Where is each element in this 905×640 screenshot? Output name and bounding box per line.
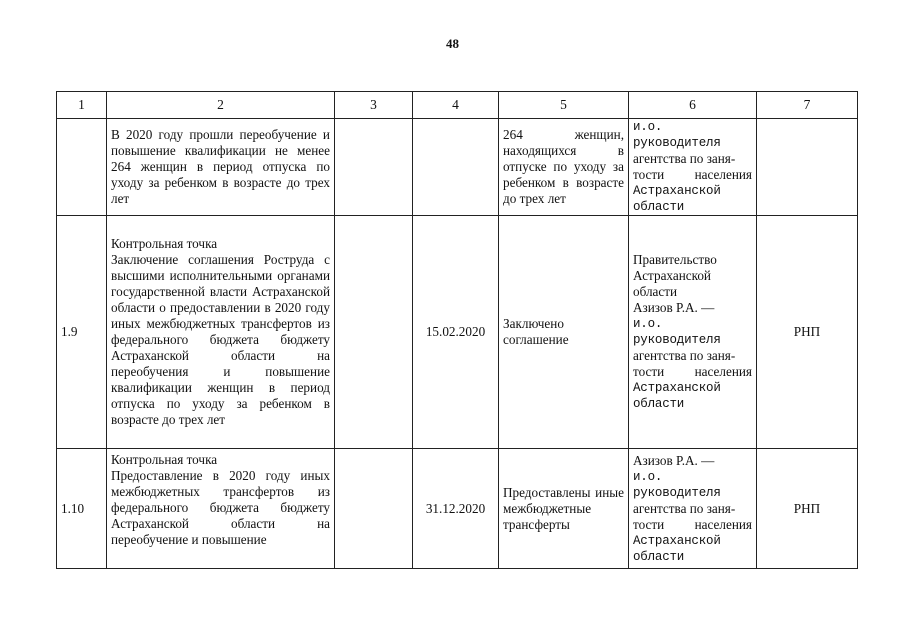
row-number: 1.10	[57, 449, 107, 569]
responsible-line: Азизов Р.А. —	[633, 452, 715, 468]
header-cell: 7	[757, 92, 858, 119]
control-point-label: Контрольная точка	[111, 452, 218, 467]
cell-empty	[335, 449, 413, 569]
header-cell: 5	[499, 92, 629, 119]
mark-cell: РНП	[757, 216, 858, 449]
responsible-line: и.о. руководителя	[633, 469, 721, 500]
responsible-line: Астраханской	[633, 533, 721, 548]
mark-cell: РНП	[757, 449, 858, 569]
event-description: В 2020 году прошли переобучение и повышение квалификации не менее 264 женщин в период отпуска по уходу за ребенком в возрасте до трех лет	[107, 119, 335, 216]
expected-result: 264 женщин, находящихся в отпуске по уходу за ребенком в возрасте до трех лет	[499, 119, 629, 216]
responsible-line: Астраханской	[633, 184, 721, 198]
row-number: 1.9	[57, 216, 107, 449]
table-row	[57, 216, 858, 449]
responsible-person	[629, 449, 757, 569]
expected-result: Предоставлены иные межбюджетные трансферты	[499, 449, 629, 569]
deadline-date: 31.12.2020	[413, 449, 499, 569]
table-row	[57, 119, 858, 216]
responsible-line: и.о. руководителя	[633, 317, 721, 347]
header-cell: 3	[335, 92, 413, 119]
responsible-line: агентства по заня-	[633, 151, 736, 166]
responsible-line: Астраханской	[633, 381, 721, 395]
control-point-text: Заключение соглашения Роструда с высшими исполнительными органами государственной власти Астраханской области о предоставлении в 2020 году иных межбюджетных трансфертов из федерального бюджета бюджету Астраханской области на переобучения и повышение квалификации женщин в период отпуска по уходу за ребенком в возрасте до трех лет	[111, 252, 330, 427]
responsible-line: и.о. руководителя	[633, 120, 721, 150]
header-cell: 1	[57, 92, 107, 119]
responsible-person	[629, 119, 757, 216]
responsible-line: Астраханской области	[633, 268, 711, 299]
mark-cell	[757, 119, 858, 216]
responsible-line: агентства по заня-	[633, 500, 736, 516]
table-header-row	[57, 92, 858, 119]
header-cell: 2	[107, 92, 335, 119]
responsible-line: Азизов Р.А. —	[633, 300, 715, 315]
cell-empty	[335, 119, 413, 216]
event-description	[107, 216, 335, 449]
page-number: 48	[446, 36, 459, 51]
responsible-line: тости населения	[633, 364, 752, 379]
plan-table	[56, 91, 858, 569]
header-cell: 4	[413, 92, 499, 119]
deadline-date	[413, 119, 499, 216]
row-number	[57, 119, 107, 216]
cell-empty	[335, 216, 413, 449]
responsible-person	[629, 216, 757, 449]
responsible-line: агентства по заня-	[633, 348, 736, 363]
event-description	[107, 449, 335, 569]
expected-result: Заключено соглашение	[499, 216, 629, 449]
deadline-date: 15.02.2020	[413, 216, 499, 449]
responsible-line: области	[633, 549, 685, 564]
responsible-line: области	[633, 200, 685, 214]
responsible-line: тости населения	[633, 516, 752, 532]
responsible-line: области	[633, 397, 685, 411]
table-row	[57, 449, 858, 569]
control-point-text: Предоставление в 2020 году иных межбюджетных трансфертов из федерального бюджета бюджету Астраханской области на переобучение и повышение	[111, 468, 330, 547]
responsible-line: тости населения	[633, 167, 752, 182]
header-cell: 6	[629, 92, 757, 119]
responsible-line: Правительство	[633, 252, 717, 267]
control-point-label: Контрольная точка	[111, 236, 218, 251]
